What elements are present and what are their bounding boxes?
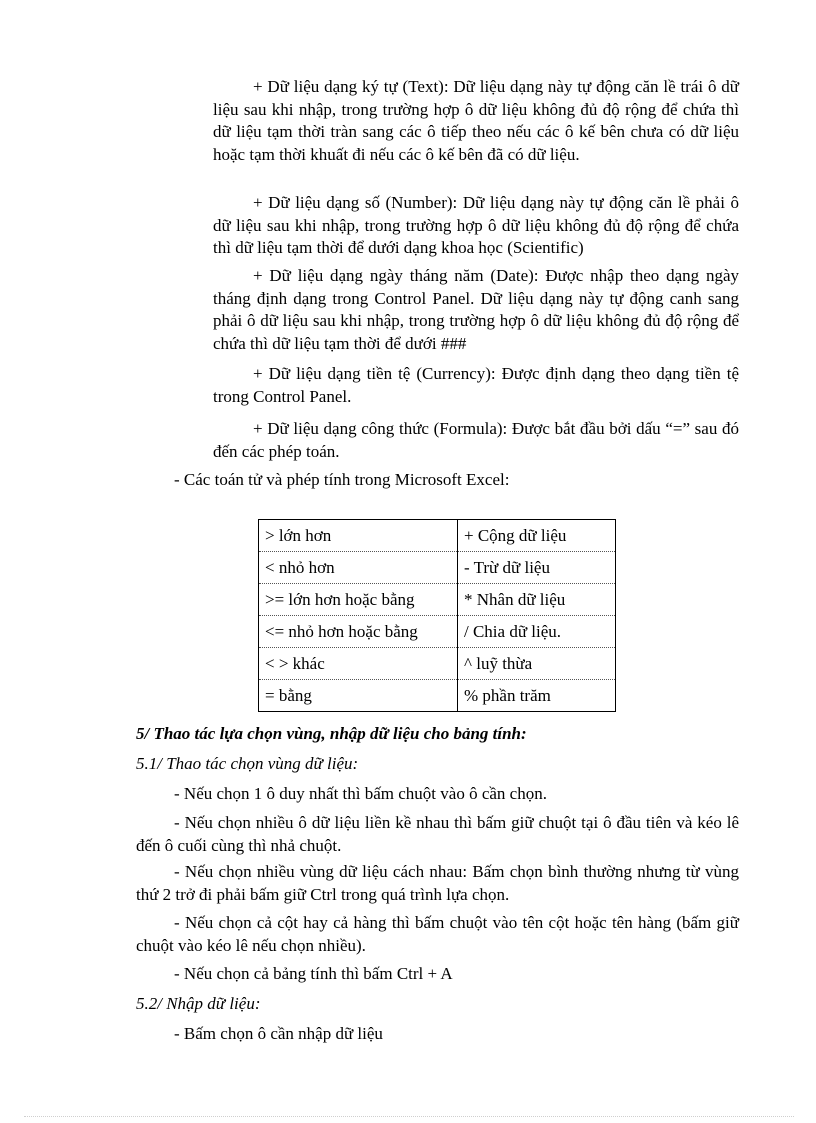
- table-row: [259, 648, 616, 680]
- comparison-operator-cell: > lớn hơn: [259, 520, 458, 552]
- list-item: - Bấm chọn ô cần nhập dữ liệu: [174, 1024, 383, 1043]
- paragraph-number-type: + Dữ liệu dạng số (Number): Dữ liệu dạng này tự động căn lề phải ô dữ liệu sau khi nhập, trong trường hợp ô dữ liệu không đủ độ rộng để chứa thì dữ liệu tạm thời để dưới dạng khoa học (Scientific): [213, 193, 739, 257]
- page-bottom-divider: [24, 1116, 794, 1117]
- operators-table: [258, 519, 616, 712]
- table-row: [259, 584, 616, 616]
- section-5-1-heading: 5.1/ Thao tác chọn vùng dữ liệu:: [136, 754, 359, 773]
- section-5-2-heading: 5.2/ Nhập dữ liệu:: [136, 994, 261, 1013]
- arithmetic-operator-cell: * Nhân dữ liệu: [458, 584, 616, 616]
- arithmetic-operator-cell: ^ luỹ thừa: [458, 648, 616, 680]
- list-item: - Nếu chọn cả cột hay cả hàng thì bấm chuột vào tên cột hoặc tên hàng (bấm giữ chuột vào kéo lê nếu chọn nhiều).: [136, 913, 739, 955]
- comparison-operator-cell: < nhỏ hơn: [259, 552, 458, 584]
- list-item: - Nếu chọn nhiều ô dữ liệu liền kề nhau thì bấm giữ chuột tại ô đầu tiên và kéo lê đến ô cuối cùng thì nhả chuột.: [136, 813, 739, 855]
- section-5-heading: 5/ Thao tác lựa chọn vùng, nhập dữ liệu cho bảng tính:: [136, 724, 527, 743]
- table-row: [259, 520, 616, 552]
- comparison-operator-cell: = bằng: [259, 680, 458, 712]
- arithmetic-operator-cell: + Cộng dữ liệu: [458, 520, 616, 552]
- table-row: [259, 552, 616, 584]
- comparison-operator-cell: >= lớn hơn hoặc bằng: [259, 584, 458, 616]
- list-item: - Nếu chọn cả bảng tính thì bấm Ctrl + A: [174, 964, 453, 983]
- paragraph-currency-type: + Dữ liệu dạng tiền tệ (Currency): Được định dạng theo dạng tiền tệ trong Control Panel.: [213, 364, 739, 406]
- paragraph-formula-type: + Dữ liệu dạng công thức (Formula): Được bắt đầu bởi dấu “=” sau đó đến các phép toán.: [213, 419, 739, 461]
- table-row: [259, 616, 616, 648]
- arithmetic-operator-cell: - Trừ dữ liệu: [458, 552, 616, 584]
- comparison-operator-cell: < > khác: [259, 648, 458, 680]
- list-item: - Nếu chọn 1 ô duy nhất thì bấm chuột vào ô cần chọn.: [174, 784, 547, 803]
- comparison-operator-cell: <= nhỏ hơn hoặc bằng: [259, 616, 458, 648]
- operators-intro: - Các toán tử và phép tính trong Microsoft Excel:: [174, 470, 510, 489]
- arithmetic-operator-cell: / Chia dữ liệu.: [458, 616, 616, 648]
- paragraph-text-type: + Dữ liệu dạng ký tự (Text): Dữ liệu dạng này tự động căn lề trái ô dữ liệu sau khi nhập, trong trường hợp ô dữ liệu không đủ độ rộng để chứa thì dữ liệu tạm thời tràn sang các ô tiếp theo nếu các ô kế bên chưa có dữ liệu hoặc tạm thời khuất đi nếu các ô kế bên đã có dữ liệu.: [213, 77, 739, 164]
- arithmetic-operator-cell: % phần trăm: [458, 680, 616, 712]
- list-item: - Nếu chọn nhiều vùng dữ liệu cách nhau: Bấm chọn bình thường nhưng từ vùng thứ 2 trở đi phải bấm giữ Ctrl trong quá trình lựa chọn.: [136, 862, 739, 904]
- table-row: [259, 680, 616, 712]
- paragraph-date-type: + Dữ liệu dạng ngày tháng năm (Date): Được nhập theo dạng ngày tháng định dạng trong Control Panel. Dữ liệu dạng này tự động canh sang phải ô dữ liệu sau khi nhập, trong trường hợp ô dữ liệu không đủ độ rộng để chứa thì dữ liệu tạm thời để dưới ###: [213, 266, 739, 353]
